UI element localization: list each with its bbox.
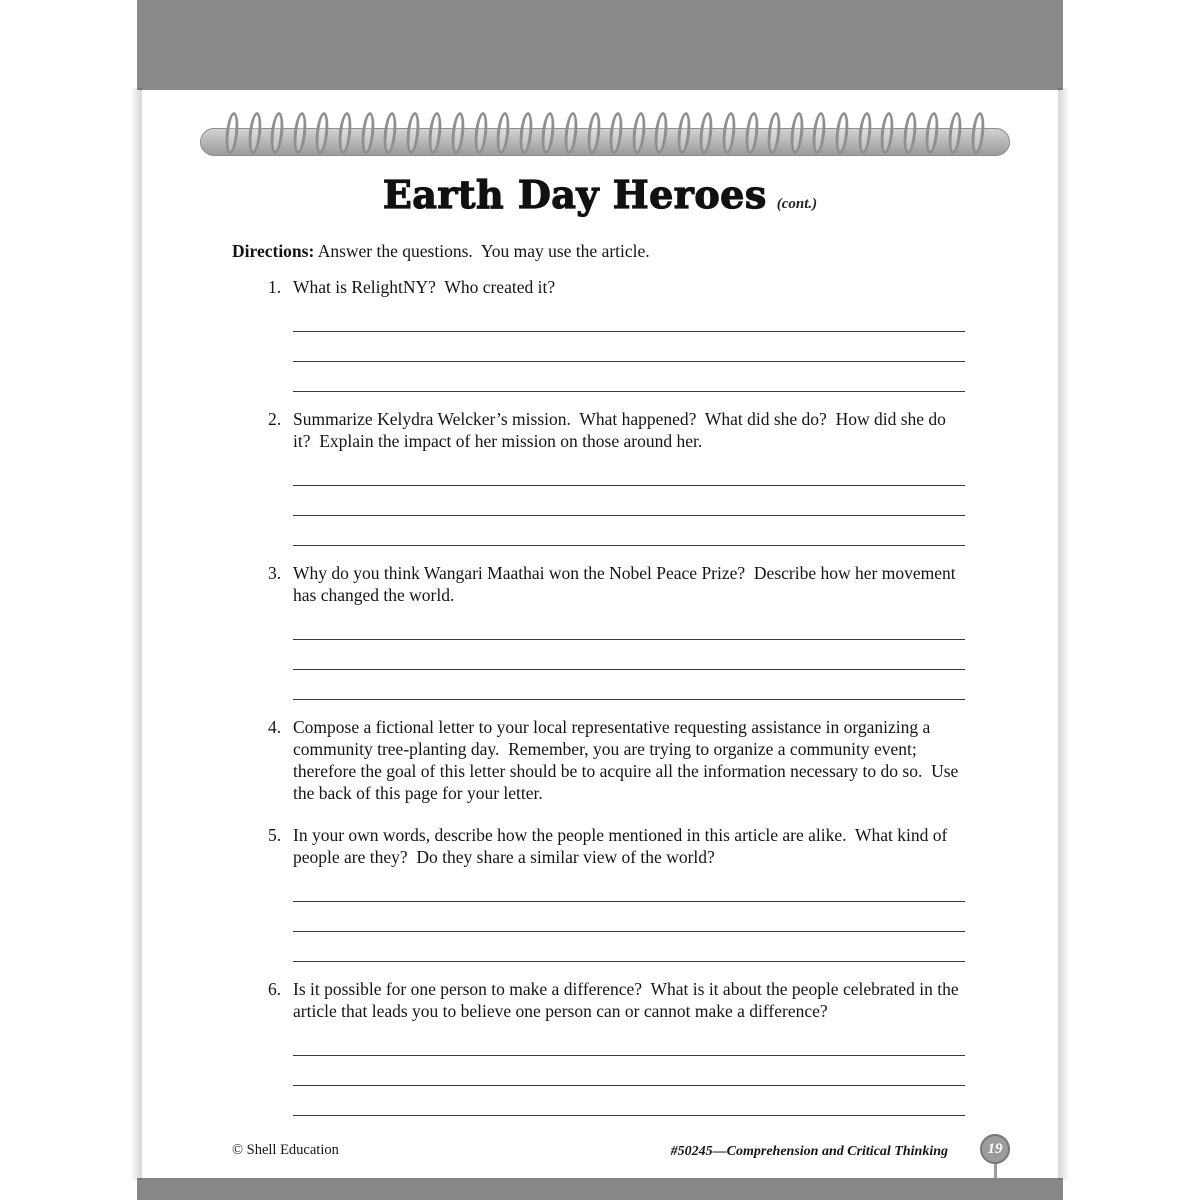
question-item xyxy=(268,978,968,1116)
spiral-coil-icon xyxy=(292,111,308,154)
question-body xyxy=(293,408,965,546)
spiral-coil-icon xyxy=(585,111,601,154)
answer-line xyxy=(293,486,965,516)
spiral-binding xyxy=(200,112,1010,158)
directions-text: Answer the questions. You may use the article. xyxy=(314,241,650,261)
answer-lines xyxy=(293,1026,965,1116)
spiral-coil-icon xyxy=(834,111,850,154)
spiral-coil-icon xyxy=(721,111,737,154)
question-item xyxy=(268,276,968,392)
book-reference-text: #50245—Comprehension and Critical Thinking xyxy=(670,1144,948,1159)
answer-line xyxy=(293,640,965,670)
spiral-coil-icon xyxy=(359,111,375,154)
answer-line xyxy=(293,610,965,640)
page-number-badge: 19 xyxy=(980,1134,1010,1164)
spiral-coil-icon xyxy=(947,111,963,154)
answer-line xyxy=(293,332,965,362)
question-text: Summarize Kelydra Welcker’s mission. What happened? What did she do? How did she do it? Explain the impact of her mission on those around her. xyxy=(293,409,951,451)
answer-line xyxy=(293,932,965,962)
question-body xyxy=(293,716,965,808)
question-body xyxy=(293,824,965,962)
spiral-coil-icon xyxy=(969,111,985,154)
spiral-coil-icon xyxy=(495,111,511,154)
question-body xyxy=(293,562,965,700)
spiral-coil-icon xyxy=(269,111,285,154)
question-number: 2. xyxy=(268,409,282,429)
question-body xyxy=(293,978,965,1116)
answer-line xyxy=(293,456,965,486)
answer-lines xyxy=(293,302,965,392)
question-text: Why do you think Wangari Maathai won the Nobel Peace Prize? Describe how her movement has changed the world. xyxy=(293,563,960,605)
spiral-coil-icon xyxy=(789,111,805,154)
spiral-coil-icon xyxy=(856,111,872,154)
spiral-coil-icon xyxy=(472,111,488,154)
spiral-coils xyxy=(226,112,984,158)
spiral-coil-icon xyxy=(698,111,714,154)
spiral-coil-icon xyxy=(563,111,579,154)
page-title: Earth Day Heroes xyxy=(382,172,767,217)
spiral-coil-icon xyxy=(427,111,443,154)
spiral-coil-icon xyxy=(405,111,421,154)
answer-line xyxy=(293,902,965,932)
question-text: Is it possible for one person to make a difference? What is it about the people celebrated in the article that leads you to believe one person can or cannot make a difference? xyxy=(293,979,963,1021)
question-text: What is RelightNY? Who created it? xyxy=(293,277,556,297)
spiral-coil-icon xyxy=(766,111,782,154)
question-body xyxy=(293,276,965,392)
question-number: 5. xyxy=(268,825,282,845)
answer-line xyxy=(293,670,965,700)
question-text: Compose a fictional letter to your local representative requesting assistance in organizing a community tree-planting day. Remember, you are trying to organize a community event; therefore the goal of this letter should be to acquire all the information necessary to do so. Use the back of this page for your letter. xyxy=(293,717,963,803)
spiral-coil-icon xyxy=(450,111,466,154)
answer-line xyxy=(293,872,965,902)
question-item xyxy=(268,408,968,546)
answer-lines xyxy=(293,610,965,700)
question-item xyxy=(268,716,968,808)
answer-lines xyxy=(293,456,965,546)
spiral-coil-icon xyxy=(337,111,353,154)
spiral-coil-icon xyxy=(314,111,330,154)
answer-line xyxy=(293,1086,965,1116)
questions-list xyxy=(268,276,968,1132)
question-number: 3. xyxy=(268,563,282,583)
spiral-coil-icon xyxy=(879,111,895,154)
spiral-coil-icon xyxy=(224,111,240,154)
spiral-coil-icon xyxy=(924,111,940,154)
spiral-coil-icon xyxy=(902,111,918,154)
title-cont-label: (cont.) xyxy=(776,196,818,212)
top-scan-bar xyxy=(137,0,1063,90)
spiral-coil-icon xyxy=(608,111,624,154)
spiral-coil-icon xyxy=(676,111,692,154)
directions xyxy=(232,240,972,262)
answer-line xyxy=(293,1056,965,1086)
spiral-coil-icon xyxy=(653,111,669,154)
question-number: 4. xyxy=(268,717,282,737)
answer-line xyxy=(293,1026,965,1056)
spiral-coil-icon xyxy=(811,111,827,154)
question-item xyxy=(268,562,968,700)
spiral-coil-icon xyxy=(631,111,647,154)
bottom-scan-bar xyxy=(137,1178,1063,1200)
question-item xyxy=(268,824,968,962)
answer-line xyxy=(293,516,965,546)
title-row xyxy=(137,172,1063,217)
spiral-coil-icon xyxy=(518,111,534,154)
spiral-coil-icon xyxy=(382,111,398,154)
copyright-text: © Shell Education xyxy=(232,1142,339,1158)
directions-label: Directions: xyxy=(232,241,315,261)
answer-line xyxy=(293,362,965,392)
question-text: In your own words, describe how the people mentioned in this article are alike. What kind of people are they? Do they share a similar view of the world? xyxy=(293,825,952,867)
question-number: 6. xyxy=(268,979,282,999)
spiral-coil-icon xyxy=(743,111,759,154)
spiral-coil-icon xyxy=(540,111,556,154)
answer-lines xyxy=(293,872,965,962)
answer-line xyxy=(293,302,965,332)
question-number: 1. xyxy=(268,277,282,297)
worksheet-page xyxy=(137,90,1063,1178)
spiral-coil-icon xyxy=(246,111,262,154)
